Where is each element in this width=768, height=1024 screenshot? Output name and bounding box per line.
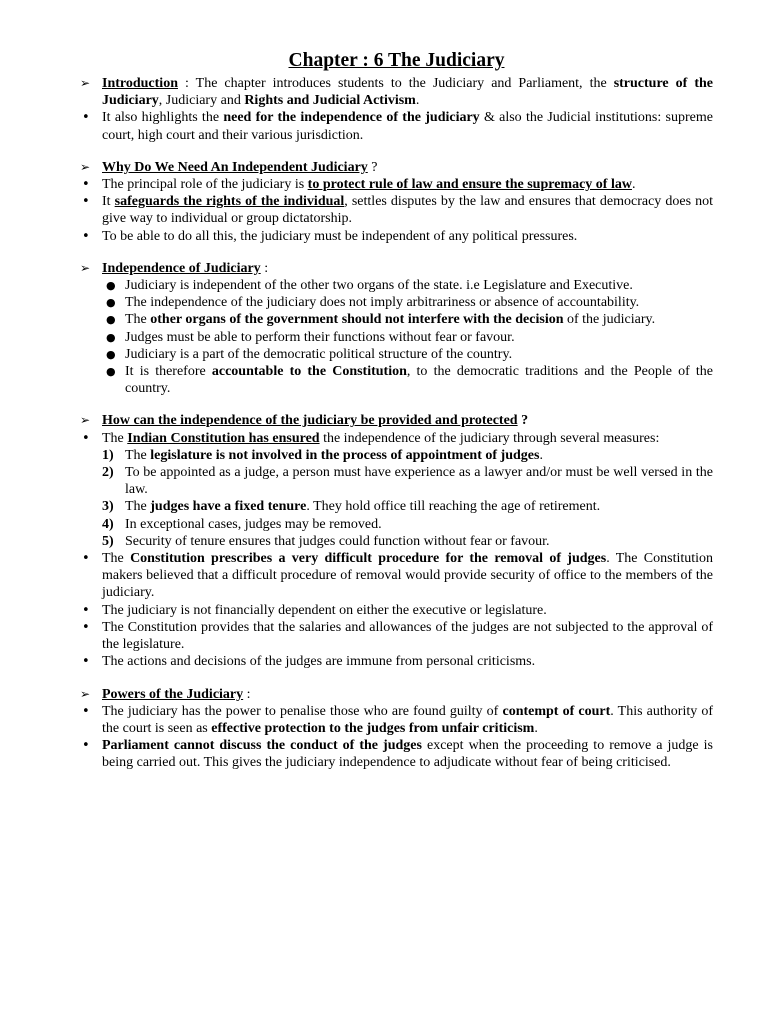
bullet-icon: ● xyxy=(106,365,116,379)
section-heading: Why Do We Need An Independent Judiciary xyxy=(102,159,368,175)
section-independence: ➢ Independence of Judiciary : xyxy=(80,260,269,276)
section-why-independent: ➢ Why Do We Need An Independent Judiciary ? xyxy=(80,159,378,175)
list-item: ● The other organs of the government should not interfere with the decision of the judiciary. xyxy=(106,312,656,328)
section-powers: ➢ Powers of the Judiciary : xyxy=(80,686,251,702)
section-heading: How can the independence of the judiciary be provided and protected xyxy=(102,413,518,429)
bullet-icon: ● xyxy=(106,347,116,361)
bullet-icon: • xyxy=(82,110,90,126)
list-item: • The principal role of the judiciary is to protect rule of law and ensure the supremacy of law. xyxy=(82,177,636,193)
list-item: • The judiciary is not financially dependent on either the executive or legislature. xyxy=(82,602,547,618)
list-item: • The Indian Constitution has ensured the independence of the judiciary through several measures: xyxy=(82,430,660,446)
section-heading: Independence of Judiciary xyxy=(102,260,261,276)
list-item: • Parliament cannot discuss the conduct of the judges except when the proceeding to remove a judge is being carried out. This gives the judiciary independence to adjudicate without fear of being criticised. xyxy=(82,738,713,771)
document-body xyxy=(80,75,713,772)
list-item: • The judiciary has the power to penalise those who are found guilty of contempt of court. This authority of the court is seen as effective protection to the judges from unfair criticism. xyxy=(82,703,714,736)
numbered-item: 1) The legislature is not involved in the process of appointment of judges. xyxy=(102,447,543,463)
list-item: • It safeguards the rights of the individual, settles disputes by the law and ensures that democracy does not give way to individual or group dictatorship. xyxy=(82,194,713,227)
arrow-bullet-icon: ➢ xyxy=(80,260,91,275)
bullet-icon: ● xyxy=(106,313,116,327)
list-item: • The Constitution prescribes a very difficult procedure for the removal of judges. The Constitution makers believed that a difficult procedure of removal would provide security of office to the members of the judiciary. xyxy=(82,551,714,601)
bullet-icon: • xyxy=(82,738,90,754)
bullet-icon: • xyxy=(82,602,90,618)
section-introduction: ➢ Introduction : The chapter introduces students to the Judiciary and Parliament, the structure of the Judiciary, Judiciary and Rights and Judicial Activism. xyxy=(80,76,713,109)
numbered-item: 4) In exceptional cases, judges may be removed. xyxy=(102,516,382,532)
bullet-icon: • xyxy=(82,654,90,670)
arrow-bullet-icon: ➢ xyxy=(80,76,91,90)
list-item: ● It is therefore accountable to the Constitution, to the democratic traditions and the People of the country. xyxy=(106,364,713,397)
numbered-item: 2) To be appointed as a judge, a person must have experience as a lawyer and/or must be well versed in the law. xyxy=(102,465,713,498)
list-item: • The Constitution provides that the salaries and allowances of the judges are not subjected to the approval of the legislature. xyxy=(82,619,713,653)
bullet-icon: • xyxy=(82,619,90,635)
list-item: • It also highlights the need for the independence of the judiciary & also the Judicial institutions: supreme court, high court and their various jurisdiction. xyxy=(82,110,713,143)
arrow-bullet-icon: ➢ xyxy=(80,159,91,174)
bullet-icon: • xyxy=(82,703,90,719)
bullet-icon: • xyxy=(82,430,90,446)
section-heading: Powers of the Judiciary xyxy=(102,686,244,702)
numbered-item: 3) The judges have a fixed tenure. They hold office till reaching the age of retirement. xyxy=(102,499,601,515)
arrow-bullet-icon: ➢ xyxy=(80,413,91,428)
list-item: • To be able to do all this, the judiciary must be independent of any political pressures. xyxy=(82,228,578,244)
section-heading: Introduction xyxy=(102,76,178,91)
bullet-icon: ● xyxy=(106,296,116,310)
bullet-icon: ● xyxy=(106,330,116,344)
list-item: ● Judges must be able to perform their functions without fear or favour. xyxy=(106,329,515,345)
bullet-icon: • xyxy=(82,228,90,244)
bullet-icon: • xyxy=(82,551,90,567)
list-item: • The actions and decisions of the judges are immune from personal criticisms. xyxy=(82,654,536,670)
bullet-icon: ● xyxy=(106,279,116,293)
arrow-bullet-icon: ➢ xyxy=(80,686,91,701)
section-how-protected: ➢ How can the independence of the judiciary be provided and protected ? xyxy=(80,413,529,429)
list-item: ● The independence of the judiciary does not imply arbitrariness or absence of accountability. xyxy=(106,295,640,311)
bullet-icon: • xyxy=(82,177,90,193)
numbered-item: 5) Security of tenure ensures that judges could function without fear or favour. xyxy=(102,533,550,549)
page-title: Chapter : 6 The Judiciary xyxy=(288,50,505,71)
bullet-icon: • xyxy=(82,194,90,210)
list-item: ● Judiciary is independent of the other two organs of the state. i.e Legislature and Executive. xyxy=(106,278,633,294)
list-item: ● Judiciary is a part of the democratic political structure of the country. xyxy=(106,346,513,362)
